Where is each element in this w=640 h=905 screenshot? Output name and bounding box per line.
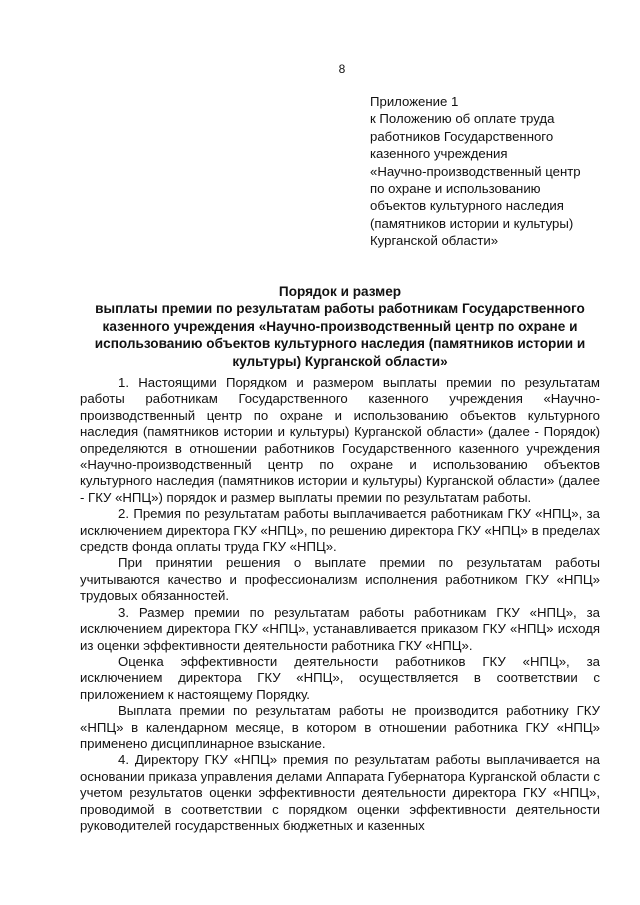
paragraph: 2. Премия по результатам работы выплачивается работникам ГКУ «НПЦ», за исключением директора ГКУ «НПЦ», по решению директора ГКУ «НПЦ» в пределах средств фонда оплаты труда ГКУ «НПЦ». bbox=[80, 506, 600, 555]
title-line: использованию объектов культурного наследия (памятников истории и bbox=[94, 336, 586, 352]
appendix-line: Курганской области» bbox=[370, 233, 499, 249]
paragraph: Выплата премии по результатам работы не производится работнику ГКУ «НПЦ» в календарном месяце, в котором в отношении работника ГКУ «НПЦ» применено дисциплинарное взыскание. bbox=[80, 703, 600, 751]
document-body bbox=[80, 375, 600, 834]
appendix-line: по охране и использованию bbox=[370, 181, 541, 197]
paragraph: При принятии решения о выплате премии по результатам работы учитываются качество и профессионализм исполнения работником ГКУ «НПЦ» трудовых обязанностей. bbox=[80, 555, 600, 604]
appendix-line: объектов культурного наследия bbox=[370, 198, 564, 214]
page-number: 8 bbox=[338, 62, 346, 76]
appendix-line: (памятников истории и культуры) bbox=[370, 215, 574, 231]
title-line: культуры) Курганской области» bbox=[232, 353, 448, 369]
appendix-line: «Научно-производственный центр bbox=[370, 163, 581, 179]
appendix-line: работников Государственного bbox=[370, 128, 554, 144]
paragraph: 3. Размер премии по результатам работы работникам ГКУ «НПЦ», за исключением директора ГКУ «НПЦ», устанавливается приказом ГКУ «НПЦ» исходя из оценки эффективности деятельности работника ГКУ «НПЦ». bbox=[80, 604, 600, 653]
appendix-line: к Положению об оплате труда bbox=[370, 111, 555, 127]
title-line: казенного учреждения «Научно-производственный центр по охране и bbox=[102, 318, 578, 334]
title-line: Порядок и размер bbox=[278, 284, 402, 299]
appendix-header bbox=[370, 93, 620, 250]
paragraph: Оценка эффективности деятельности работников ГКУ «НПЦ», за исключением директора ГКУ «НПЦ», осуществляется в соответствии с приложением к настоящему Порядку. bbox=[80, 653, 600, 702]
appendix-line: казенного учреждения bbox=[370, 146, 508, 162]
appendix-line: Приложение 1 bbox=[370, 94, 459, 109]
paragraph: 4. Директору ГКУ «НПЦ» премия по результатам работы выплачивается на основании приказа управления делами Аппарата Губернатора Курганской области с учетом результатов оценки эффективности деятельности директора ГКУ «НПЦ», проводимой в соответствии с порядком оценки эффективности деятельности руководителей государственных бюджетных и казенных bbox=[80, 752, 600, 833]
title-line: выплаты премии по результатам работы работникам Государственного bbox=[95, 301, 585, 317]
paragraph: 1. Настоящими Порядком и размером выплаты премии по результатам работы работникам Государственного казенного учреждения «Научно-производственный центр по охране и использованию объектов культурного наследия (памятников истории и культуры) Курганской области» (далее - Порядок) определяются в отношении работников Государственного казенного учреждения «Научно-производственный центр по охране и использованию объектов культурного наследия (памятников истории и культуры) Курганской области» (далее - ГКУ «НПЦ») порядок и размер выплаты премии по результатам работы. bbox=[80, 375, 600, 505]
document-title bbox=[60, 283, 620, 370]
